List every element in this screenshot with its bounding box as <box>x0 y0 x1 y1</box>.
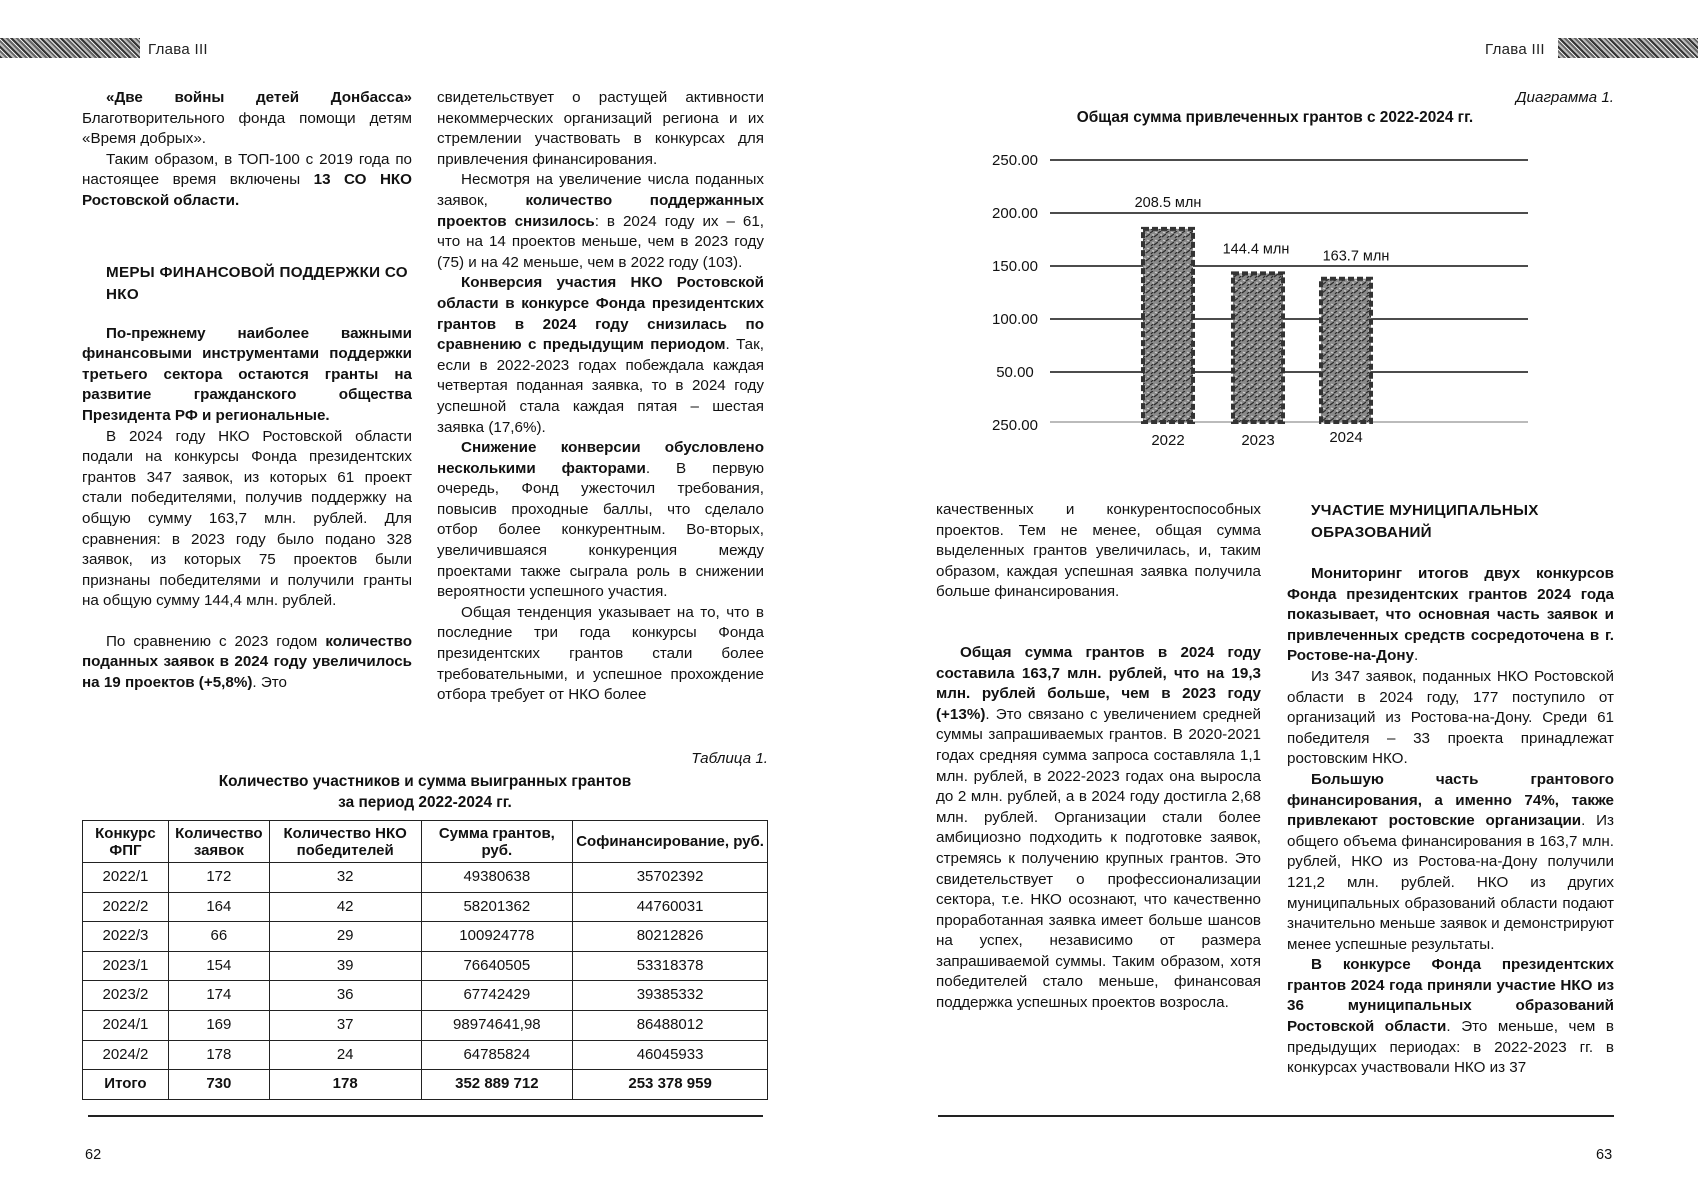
x-tick-label: 2023 <box>1241 432 1275 449</box>
text: . В первую очередь, Фонд ужесточил требования, повысив проходные баллы, что сделало отбор более конкурентным. Во-вторых, увеличившаяся конкуренция между проектами также сыграла роль в снижении вероятности успешного участия. <box>437 459 764 601</box>
paragraph <box>437 273 764 438</box>
table-cell: 49380638 <box>421 863 573 893</box>
table-cell: 2022/3 <box>83 922 169 952</box>
table-cell: 172 <box>168 863 269 893</box>
table-cell: 29 <box>269 922 421 952</box>
table-row <box>83 892 768 922</box>
y-tick-label: 50.00 <box>996 364 1034 381</box>
header-decoration <box>0 38 140 58</box>
table-cell: 164 <box>168 892 269 922</box>
table-cell: 100924778 <box>421 922 573 952</box>
data-label: 163.7 млн <box>1322 248 1390 265</box>
table-cell: 2024/2 <box>83 1040 169 1070</box>
table-cell: Итого <box>83 1070 169 1100</box>
bold-text: количество поддержанных проектов снизилось <box>437 191 764 230</box>
column-header: Сумма грантов, руб. <box>421 821 573 863</box>
table-cell: 39 <box>269 951 421 981</box>
text: Благотворительного фонда помощи детям «Время добрых». <box>82 109 412 148</box>
paragraph <box>936 643 1261 1014</box>
bar-fill <box>1321 279 1371 422</box>
bold-text: «Две войны детей Донбасса» <box>106 89 412 106</box>
text: . Так, если в 2022-2023 годах побеждала каждая четвертая поданная заявка, то в 2024 году успешной стала каждая пятая – шестая заявка (17,6%). <box>437 336 764 436</box>
chart-caption: Диаграмма 1. <box>1515 89 1614 106</box>
table-cell: 178 <box>168 1040 269 1070</box>
table-cell: 2022/1 <box>83 863 169 893</box>
left-column-2 <box>437 88 764 706</box>
x-tick-label: 2022 <box>1151 432 1185 449</box>
column-header: Софинансирование, руб. <box>573 821 768 863</box>
text: По сравнению с 2023 годом <box>106 632 326 650</box>
table-cell: 86488012 <box>573 1010 768 1040</box>
bold-text: Снижение конверсии обусловлено несколькими факторами <box>437 439 764 477</box>
paragraph <box>437 438 764 603</box>
table-cell: 44760031 <box>573 892 768 922</box>
table-cell: 80212826 <box>573 922 768 952</box>
text: : в 2024 году их – 61, что на 14 проектов меньше, чем в 2023 году (75) и на 42 меньше, чем в 2022 году (103). <box>437 212 764 271</box>
text: Таким образом, в ТОП-100 с 2019 года по настоящее время включены <box>82 150 412 189</box>
table-row <box>83 981 768 1011</box>
table-cell: 58201362 <box>421 892 573 922</box>
text: . Это меньше, чем в предыдущих периодах: в 2022-2023 гг. в конкурсах участвовали НКО из 37 <box>1287 1018 1614 1077</box>
paragraph <box>82 632 412 694</box>
page-number: 63 <box>1596 1147 1613 1163</box>
data-label: 208.5 млн <box>1134 194 1202 211</box>
bar-fill <box>1233 273 1283 422</box>
column-header: Конкурс ФПГ <box>83 821 169 863</box>
column-header: Количество НКО победителей <box>269 821 421 863</box>
table-cell: 352 889 712 <box>421 1070 573 1100</box>
table-cell: 67742429 <box>421 981 573 1011</box>
table-cell: 66 <box>168 922 269 952</box>
table-total-row <box>83 1070 768 1100</box>
paragraph <box>437 170 764 273</box>
y-tick-label: 200.00 <box>992 205 1038 222</box>
bold-text: По-прежнему наиболее важными финансовыми инструментами поддержки третьего сектора остаются гранты на развитие гражданского общества Президента РФ и региональные. <box>82 324 412 424</box>
table-cell: 37 <box>269 1010 421 1040</box>
y-tick-label: 100.00 <box>992 311 1038 328</box>
column-header: Количество заявок <box>168 821 269 863</box>
footer-rule <box>938 1115 1614 1117</box>
y-tick-label: 150.00 <box>992 258 1038 275</box>
table-cell: 169 <box>168 1010 269 1040</box>
data-label: 144.4 млн <box>1222 241 1290 258</box>
table-header-row <box>83 821 768 863</box>
table-caption: Таблица 1. <box>691 750 768 767</box>
header-decoration <box>1558 38 1698 58</box>
table-cell: 32 <box>269 863 421 893</box>
x-tick-label: 2024 <box>1329 429 1363 446</box>
table-cell: 154 <box>168 951 269 981</box>
table-cell: 98974641,98 <box>421 1010 573 1040</box>
table-cell: 64785824 <box>421 1040 573 1070</box>
paragraph <box>1287 955 1614 1079</box>
chapter-title: Глава III <box>1485 41 1545 58</box>
paragraph <box>82 150 412 212</box>
table-cell: 53318378 <box>573 951 768 981</box>
bold-text: количество поданных заявок в 2024 году увеличилось на 19 проектов (+5,8%) <box>82 632 412 692</box>
table-title-line: Количество участников и сумма выигранных грантов <box>218 773 632 790</box>
chapter-title: Глава III <box>148 41 208 58</box>
table-row <box>83 922 768 952</box>
table-cell: 36 <box>269 981 421 1011</box>
paragraph <box>1287 564 1614 667</box>
bar-2024 <box>1321 279 1371 422</box>
section-heading: УЧАСТИЕ МУНИЦИПАЛЬНЫХ ОБРАЗОВАНИЙ <box>1311 502 1539 541</box>
bold-text: Большую часть грантового финансирования, а именно 74%, также привлекают ростовские организации <box>1287 770 1614 830</box>
paragraph: качественных и конкурентоспособных проектов. Тем не менее, общая сумма выделенных грантов увеличилась, и, таким образом, каждая успешная заявка получила больше финансирования. <box>936 501 1261 601</box>
table-title <box>80 771 770 813</box>
table-cell: 730 <box>168 1070 269 1100</box>
paragraph <box>1287 770 1614 955</box>
page-number: 62 <box>85 1147 102 1163</box>
table-cell: 2024/1 <box>83 1010 169 1040</box>
table-cell: 253 378 959 <box>573 1070 768 1100</box>
bar-2022 <box>1143 229 1193 422</box>
table-cell: 178 <box>269 1070 421 1100</box>
table-cell: 174 <box>168 981 269 1011</box>
table-row <box>83 1010 768 1040</box>
bold-text: Конверсия участия НКО Ростовской области в конкурсе Фонда президентских грантов в 2024 году снизилась по сравнению с предыдущим периодом <box>437 274 764 354</box>
bar-2023 <box>1233 273 1283 422</box>
paragraph: Из 347 заявок, поданных НКО Ростовской области в 2024 году, 177 поступило от организаций из Ростова-на-Дону. Среди 61 победителя – 33 проекта принадлежат ростовским НКО. <box>1287 667 1614 768</box>
y-tick-label: 250.00 <box>992 152 1038 169</box>
table-cell: 24 <box>269 1040 421 1070</box>
table-cell: 2022/2 <box>83 892 169 922</box>
table-title-line: за период 2022-2024 гг. <box>338 794 512 811</box>
paragraph <box>82 324 412 427</box>
table-cell: 2023/2 <box>83 981 169 1011</box>
text: . <box>1414 647 1419 665</box>
chart-title: Общая сумма привлеченных грантов с 2022-2024 гг. <box>1076 109 1474 126</box>
bar-chart <box>950 135 1550 460</box>
table-row <box>83 1040 768 1070</box>
text: . Из общего объема финансирования в 163,7 млн. рублей, НКО из Ростова-на-Дону получили 121,2 млн. рублей. НКО из других муниципальных образований области подают значительно меньше заявок и демонстрируют менее успешные результаты. <box>1287 812 1614 953</box>
bold-text: 13 СО НКО Ростовской области. <box>82 171 412 209</box>
table-cell: 42 <box>269 892 421 922</box>
paragraph <box>82 88 412 150</box>
section-heading: МЕРЫ ФИНАНСОВОЙ ПОДДЕРЖКИ СО НКО <box>106 263 408 303</box>
text: . Это <box>252 674 287 692</box>
bold-text: Общая сумма грантов в 2024 году составила 163,7 млн. рублей, что на 19,3 млн. рублей больше, чем в 2023 году (+13%) <box>936 643 1261 723</box>
paragraph: В 2024 году НКО Ростовской области подали на конкурсы Фонда президентских грантов 347 заявок, из которых 61 проект стали победителями, получив поддержку на общую сумму 163,7 млн. рублей. Для сравнения: в 2023 году было подано 328 заявок, из которых 75 проектов были признаны победителями и получили гранты на общую сумму 144,4 млн. рублей. <box>82 427 412 610</box>
right-column-1 <box>936 500 1261 1014</box>
paragraph: Общая тенденция указывает на то, что в последние три года конкурсы Фонда президентских грантов стали более требовательными, и успешное прохождение отбора требует от НКО более <box>437 603 764 704</box>
paragraph: свидетельствует о растущей активности некоммерческих организаций региона и их стремлении участвовать в конкурсах для привлечения финансирования. <box>437 89 764 168</box>
table-cell: 35702392 <box>573 863 768 893</box>
right-column-2 <box>1287 500 1614 1079</box>
text: . Это связано с увеличением средней суммы запрашиваемых грантов. В 2020-2021 годах средняя сумма запроса составляла 1,1 млн. рублей, в 2022-2023 годах она выросла до 2 млн. рублей, а в 2024 году достигла 2,68 млн. рублей. Организации стали более амбициозно подходить к подготовке заявок, стремясь к получению крупных грантов. Это свидетельствует о профессионализации сектора, т.е. НКО осознают, что качественно проработанная заявка имеет больше шансов на успех, независимо от размера запрашиваемой суммы. Таким образом, хотя победителей стало меньше, финансовая поддержка успешных проектов возросла. <box>936 705 1261 1012</box>
footer-rule <box>88 1115 763 1117</box>
y-tick-label: 250.00 <box>992 417 1038 434</box>
bold-text: Мониторинг итогов двух конкурсов Фонда президентских грантов 2024 года показывает, что основная часть заявок и привлеченных средств сосредоточена в г. Ростове-на-Дону <box>1287 565 1614 665</box>
bar-fill <box>1143 229 1193 422</box>
bold-text: В конкурсе Фонда президентских грантов 2024 года приняли участие НКО из 36 муниципальных образований Ростовской области <box>1287 956 1614 1036</box>
table-cell: 2023/1 <box>83 951 169 981</box>
table-cell: 76640505 <box>421 951 573 981</box>
table-row <box>83 951 768 981</box>
grants-table <box>82 820 768 1100</box>
table-cell: 39385332 <box>573 981 768 1011</box>
table-row <box>83 863 768 893</box>
table-cell: 46045933 <box>573 1040 768 1070</box>
left-column-1 <box>82 88 412 694</box>
text: Несмотря на увеличение числа поданных заявок, <box>437 171 764 209</box>
